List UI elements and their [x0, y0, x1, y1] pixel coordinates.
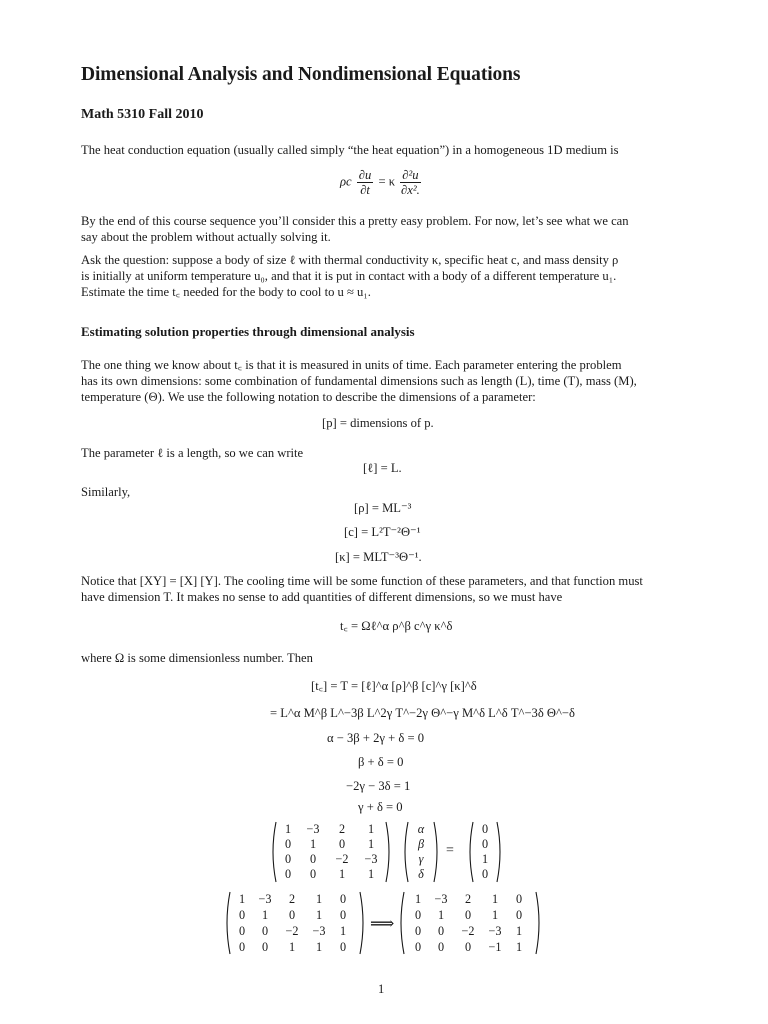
- augmented-left-cell: 0: [261, 940, 269, 954]
- paragraph-dimensions: [81, 357, 691, 405]
- matrix-a-cell: 1: [338, 867, 346, 881]
- augmented-left-cell: 0: [339, 892, 347, 906]
- heat-eq-lhs-coeff: ρc: [340, 174, 352, 189]
- augmented-left-cell: 1: [261, 908, 269, 922]
- page-title: Dimensional Analysis and Nondimensional Equations: [81, 64, 521, 85]
- equation-time-balance: −2γ − 3δ = 1: [346, 779, 411, 793]
- heat-eq-rhs-fraction: [400, 168, 420, 197]
- heat-eq-equals: = κ: [378, 174, 396, 189]
- equation-ell: [ℓ] = L.: [363, 461, 402, 475]
- equation-length-balance: α − 3β + 2γ + δ = 0: [327, 731, 424, 745]
- equation-expanded-dimensions: = L^α M^β L^−3β L^2γ T^−2γ Θ^−γ M^δ L^δ T^−3δ Θ^−δ: [270, 706, 575, 720]
- vector-x-cell: γ: [418, 852, 424, 866]
- vector-x-cell: α: [417, 822, 425, 836]
- matrix-a-cell: 2: [338, 822, 346, 836]
- paragraph-line: has its own dimensions: some combination of fundamental dimensions such as length (L), time (T), mass (M),: [81, 374, 637, 388]
- paragraph-line: have dimension T. It makes no sense to add quantities of different dimensions, so we must have: [81, 590, 563, 604]
- augmented-left-cell: 0: [261, 924, 269, 938]
- paragraph-line: say about the problem without actually solving it.: [81, 230, 331, 244]
- augmented-left-cell: −3: [312, 924, 326, 938]
- course-subtitle: Math 5310 Fall 2010: [81, 107, 204, 122]
- paragraph-length: The parameter ℓ is a length, so we can write: [81, 446, 304, 460]
- page-number: 1: [378, 982, 385, 996]
- augmented-left-cell: 1: [339, 924, 347, 938]
- augmented-right-cell: 1: [515, 940, 523, 954]
- matrix-a-cell: 1: [367, 867, 375, 881]
- augmented-right-cell: 1: [414, 892, 422, 906]
- paragraph-line: Estimate the time t꜀ needed for the body to cool to u ≈ u₁.: [81, 285, 371, 299]
- augmented-matrix-reduction: [222, 888, 547, 958]
- equation-tc: t꜀ = Ωℓ^α ρ^β c^γ κ^δ: [340, 619, 453, 633]
- augmented-right-cell: 0: [437, 924, 445, 938]
- paragraph-line: Ask the question: suppose a body of size ℓ with thermal conductivity κ, specific heat c, and mass density ρ: [81, 253, 619, 267]
- augmented-right-cell: −3: [488, 924, 502, 938]
- equals-sign: =: [446, 843, 454, 858]
- equation-dimension-notation: [p] = dimensions of p.: [322, 416, 434, 430]
- equation-temperature-balance: γ + δ = 0: [358, 800, 403, 814]
- heat-eq-rhs-numerator: ∂²u: [402, 168, 419, 182]
- matrix-a-cell: 0: [284, 867, 292, 881]
- matrix-a-cell: 1: [284, 822, 292, 836]
- augmented-right-cell: 0: [515, 892, 523, 906]
- augmented-right-cell: 1: [491, 908, 499, 922]
- section-heading: Estimating solution properties through dimensional analysis: [81, 324, 415, 339]
- paragraph-similarly: Similarly,: [81, 485, 131, 499]
- vector-b-cell: 0: [481, 822, 489, 836]
- vector-b-cell: 0: [481, 837, 489, 851]
- matrix-equation: [268, 818, 508, 886]
- augmented-right-cell: 0: [414, 940, 422, 954]
- matrix-a-cell: −2: [335, 852, 349, 866]
- augmented-left-cell: 0: [238, 940, 246, 954]
- augmented-left-cell: 1: [315, 892, 323, 906]
- heat-eq-lhs-numerator: ∂u: [358, 168, 372, 182]
- vector-x-cell: β: [417, 837, 425, 851]
- matrix-a-cell: −3: [364, 852, 378, 866]
- augmented-right-cell: 0: [414, 924, 422, 938]
- intro-paragraph: The heat conduction equation (usually called simply “the heat equation”) in a homogeneous 1D medium is: [81, 143, 619, 157]
- implies-arrow: ⟹: [370, 914, 395, 933]
- augmented-left-cell: 0: [238, 924, 246, 938]
- matrix-a-cell: 0: [309, 867, 317, 881]
- augmented-right-cell: 1: [515, 924, 523, 938]
- augmented-left-cell: 1: [288, 940, 296, 954]
- paragraph-question: [81, 252, 691, 300]
- augmented-right-cell: 0: [437, 940, 445, 954]
- vector-x-cell: δ: [418, 867, 424, 881]
- augmented-right-cell: 0: [515, 908, 523, 922]
- augmented-left-cell: 0: [339, 940, 347, 954]
- paragraph-line: By the end of this course sequence you’ll consider this a pretty easy problem. For now, let’s see what we can: [81, 214, 629, 228]
- heat-eq-lhs-denominator: ∂t: [360, 183, 370, 197]
- matrix-a-cell: 0: [284, 837, 292, 851]
- vector-b-cell: 1: [481, 852, 489, 866]
- augmented-left-cell: −2: [285, 924, 299, 938]
- vector-b-cell: 0: [481, 867, 489, 881]
- augmented-right-cell: 2: [464, 892, 472, 906]
- augmented-left-cell: 0: [339, 908, 347, 922]
- equation-rho: [ρ] = ML⁻³: [354, 501, 412, 515]
- augmented-left-cell: 0: [288, 908, 296, 922]
- augmented-left-cell: 1: [315, 908, 323, 922]
- matrix-a-cell: 0: [284, 852, 292, 866]
- matrix-a-cell: −3: [306, 822, 320, 836]
- paragraph-line: is initially at uniform temperature u₀, and that it is put in contact with a body of a different temperature u₁.: [81, 269, 617, 283]
- paragraph-line: The one thing we know about t꜀ is that it is measured in units of time. Each parameter entering the problem: [81, 358, 622, 372]
- paragraph-line: Notice that [XY] = [X] [Y]. The cooling time will be some function of these parameters, and that function must: [81, 574, 643, 588]
- matrix-a-cell: 1: [367, 822, 375, 836]
- equation-tc-dimensions: [t꜀] = T = [ℓ]^α [ρ]^β [c]^γ [κ]^δ: [311, 679, 477, 693]
- paragraph-line: temperature (Θ). We use the following notation to describe the dimensions of a parameter:: [81, 390, 536, 404]
- equation-kappa: [κ] = MLT⁻³Θ⁻¹.: [335, 550, 422, 564]
- heat-eq-lhs-fraction: [357, 168, 374, 197]
- augmented-right-cell: −1: [488, 940, 502, 954]
- augmented-left-cell: 2: [288, 892, 296, 906]
- heat-equation: [340, 168, 423, 197]
- paragraph-omega: where Ω is some dimensionless number. Then: [81, 651, 313, 665]
- matrix-a-cell: 1: [309, 837, 317, 851]
- augmented-right-cell: 0: [464, 940, 472, 954]
- augmented-right-cell: −2: [461, 924, 475, 938]
- augmented-right-cell: 0: [414, 908, 422, 922]
- matrix-a-cell: 1: [367, 837, 375, 851]
- augmented-left-cell: 1: [238, 892, 246, 906]
- equation-c: [c] = L²T⁻²Θ⁻¹: [344, 525, 421, 539]
- augmented-right-cell: 1: [437, 908, 445, 922]
- augmented-right-cell: 0: [464, 908, 472, 922]
- matrix-a-cell: 0: [338, 837, 346, 851]
- equation-mass-balance: β + δ = 0: [358, 755, 404, 769]
- augmented-right-cell: 1: [491, 892, 499, 906]
- paragraph-cooling-time: [81, 573, 691, 605]
- heat-eq-rhs-denominator: ∂x².: [401, 183, 420, 197]
- paragraph-course-sequence: [81, 213, 691, 245]
- matrix-a-cell: 0: [309, 852, 317, 866]
- augmented-right-cell: −3: [434, 892, 448, 906]
- augmented-left-cell: 0: [238, 908, 246, 922]
- augmented-left-cell: −3: [258, 892, 272, 906]
- augmented-left-cell: 1: [315, 940, 323, 954]
